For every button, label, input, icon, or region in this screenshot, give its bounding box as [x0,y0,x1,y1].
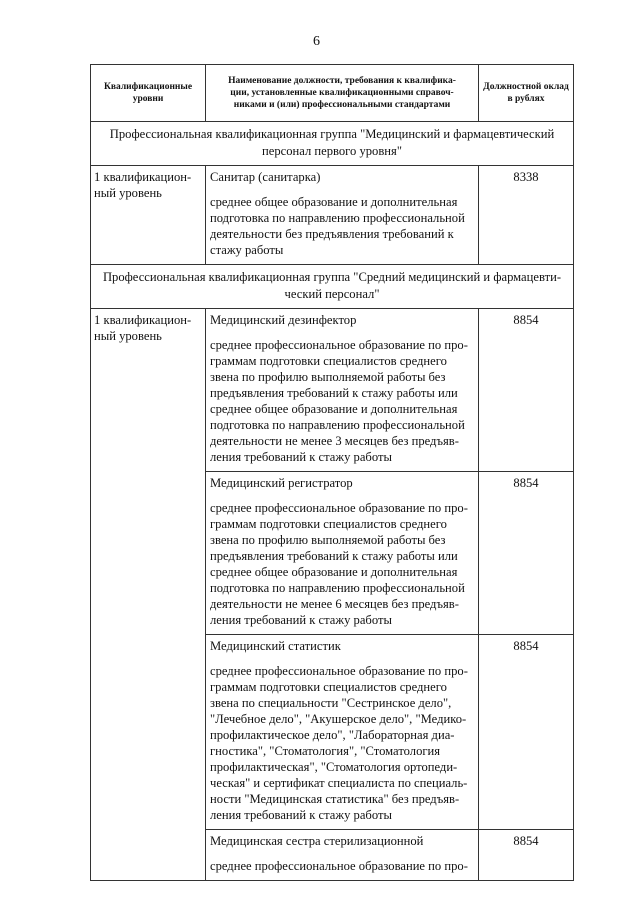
position-cell [206,309,479,472]
table-row [91,309,574,472]
table-row [91,166,574,265]
qualification-level: 1 квалификацион- ный уровень [91,166,206,265]
position-cell [206,166,479,265]
position-requirements: среднее профессиональное образование по про- граммам подготовки специалистов среднего звена по профилю выполняемой работы без предъявления требований к стажу работы или среднее общее образование и дополнительная подготовка по направлению профессиональной деятельности не менее 6 месяцев без предъяв- ления требований к стажу работы [210,501,468,627]
page-number: 6 [313,34,320,49]
position-title: Медицинский статистик [210,639,341,653]
position-requirements: среднее профессиональное образование по про- [210,859,468,873]
salary-table [90,64,574,881]
position-requirements: среднее профессиональное образование по про- граммам подготовки специалистов среднего звена по специальности "Сестринское дело", "Лечебное дело", "Акушерское дело", "Медико- профилактическое дело", "Лабораторная диа- гностика", "Стоматология", "Стоматология профилактическая", "Стоматология ортопеди- ческая" и сертификат специалиста по специаль- ности "Медицинская статистика" без предъяв- ления требований к стажу работы [210,664,468,822]
position-requirements: среднее общее образование и дополнительная подготовка по направлению профессиональной деятельности без предъявления требований к стажу работы [210,195,465,257]
position-title: Санитар (санитарка) [210,170,321,184]
salary-value: 8854 [479,309,574,472]
table-header-row [91,65,574,122]
header-salary: Должностной оклад в рублях [479,65,574,122]
group-title: Профессиональная квалификационная группа "Медицинский и фармацевтический персонал первого уровня" [91,122,574,166]
group-row [91,122,574,166]
salary-value: 8854 [479,472,574,635]
salary-value: 8854 [479,830,574,881]
salary-value: 8338 [479,166,574,265]
position-title: Медицинская сестра стерилизационной [210,834,424,848]
group-row [91,265,574,309]
qualification-level: 1 квалификацион- ный уровень [91,309,206,881]
position-cell [206,830,479,881]
header-level: Квалификационные уровни [91,65,206,122]
header-position: Наименование должности, требования к квалифика- ции, установленные квалификационными справоч- никами и (или) профессиональными стандартами [206,65,479,122]
position-title: Медицинский дезинфектор [210,313,357,327]
group-title: Профессиональная квалификационная группа "Средний медицинский и фармацевти- ческий персонал" [91,265,574,309]
position-title: Медицинский регистратор [210,476,353,490]
position-cell [206,472,479,635]
position-requirements: среднее профессиональное образование по про- граммам подготовки специалистов среднего звена по профилю выполняемой работы без предъявления требований к стажу работы или среднее общее образование и дополнительная подготовка по направлению профессиональной деятельности не менее 3 месяцев без предъяв- ления требований к стажу работы [210,338,468,464]
salary-value: 8854 [479,635,574,830]
position-cell [206,635,479,830]
